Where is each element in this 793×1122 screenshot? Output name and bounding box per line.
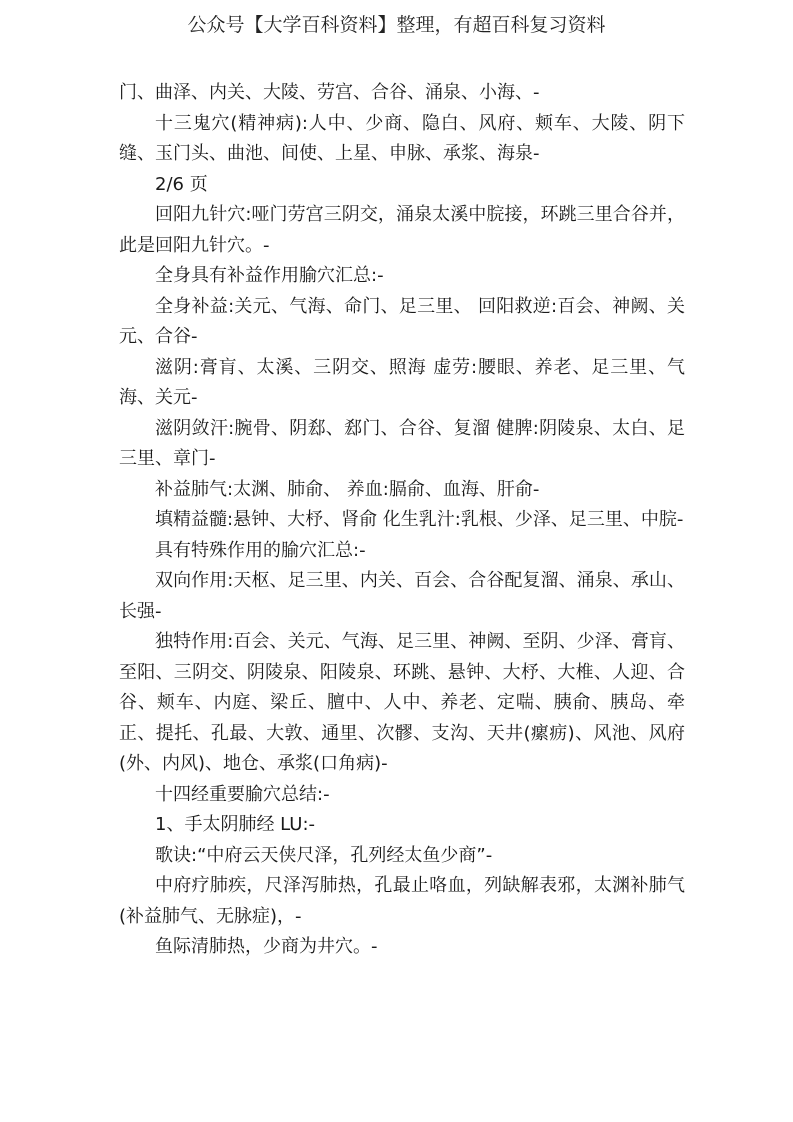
paragraph: 独特作用:百会、关元、气海、足三里、神阙、至阴、少泽、膏肓、至阳、三阴交、阴陵泉、阳陵泉、环跳、悬钟、大杼、大椎、人迎、合谷、颊车、内庭、梁丘、膻中、人中、养老、定喘、胰俞、胰岛、牵正、提托、孔最、大敦、通里、次髎、支沟、天井(瘰疬)、风池、风府(外、内风)、地仓、承浆(口角病)- [119,631,685,774]
paragraph: 中府疗肺疾，尺泽泻肺热，孔最止咯血，列缺解表邪，太渊补肺气(补益肺气、无脉症)，- [119,875,685,927]
paragraph: 滋阴:膏肓、太溪、三阴交、照海 虚劳:腰眼、养老、足三里、气海、关元- [119,356,685,408]
paragraph: 补益肺气:太渊、肺俞、 养血:膈俞、血海、肝俞- [155,478,540,500]
section-heading: 具有特殊作用的腧穴汇总:- [155,539,366,561]
section-heading: 十四经重要腧穴总结:- [155,783,330,805]
paragraph: 填精益髓:悬钟、大杼、肾俞 化生乳汁:乳根、少泽、足三里、中脘- [155,509,684,530]
paragraph: 回阳九针穴:哑门劳宫三阴交，涌泉太溪中脘接，环跳三里合谷并，此是回阳九针穴。- [119,204,685,256]
paragraph: 滋阴敛汗:腕骨、阴郄、郄门、合谷、复溜 健脾:阴陵泉、太白、足三里、章门- [119,417,685,469]
section-heading: 全身具有补益作用腧穴汇总:- [155,265,384,286]
paragraph: 鱼际清肺热，少商为井穴。- [155,936,378,957]
document-body [119,78,685,963]
paragraph: 双向作用:天枢、足三里、内关、百会、合谷配复溜、涌泉、承山、长强- [119,570,685,622]
page-header: 公众号【大学百科资料】整理，有超百科复习资料 [187,14,606,36]
subsection-heading: 1、手太阴肺经 LU:- [155,814,316,835]
paragraph: 全身补益:关元、气海、命门、足三里、 回阳救逆:百会、神阙、关元、合谷- [119,295,685,347]
paragraph: 歌诀:“中府云天侠尺泽，孔列经太鱼少商”- [155,844,493,866]
paragraph: 十三鬼穴(精神病):人中、少商、隐白、风府、颊车、大陵、阴下缝、玉门头、曲池、间使、上星、申脉、承浆、海泉- [119,112,685,164]
page-number: 2/6 页 [155,173,208,195]
paragraph: 门、曲泽、内关、大陵、劳宫、合谷、涌泉、小海、- [119,82,540,103]
